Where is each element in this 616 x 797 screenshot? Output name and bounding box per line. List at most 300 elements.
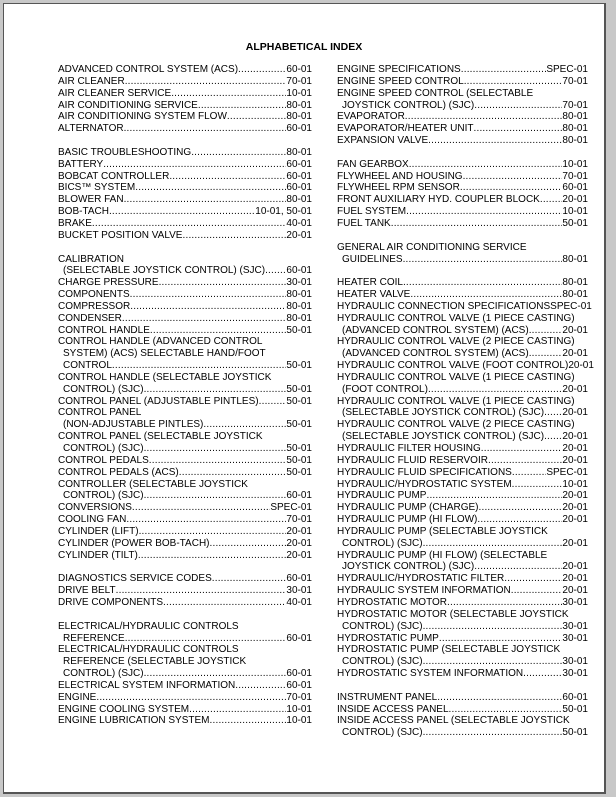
index-entry[interactable] bbox=[337, 396, 588, 420]
page-reference[interactable]: 10-01 bbox=[286, 703, 312, 715]
index-entry[interactable] bbox=[58, 502, 312, 514]
index-entry-line bbox=[337, 218, 588, 230]
dot-leader bbox=[130, 289, 287, 301]
index-entry[interactable] bbox=[58, 407, 312, 431]
index-entry[interactable] bbox=[58, 100, 312, 112]
index-entry-text: CONTROL HANDLE (ADVANCED CONTROL bbox=[58, 336, 263, 348]
index-entry-line bbox=[337, 254, 588, 266]
page-reference[interactable]: 20-01 bbox=[562, 537, 588, 549]
index-entry-text: (ADVANCED CONTROL SYSTEM) (ACS) bbox=[342, 324, 529, 336]
page-reference[interactable]: 60-01 bbox=[562, 182, 588, 194]
index-entry[interactable] bbox=[58, 372, 312, 396]
index-entry[interactable] bbox=[337, 419, 588, 443]
page-reference[interactable]: 20-01 bbox=[562, 514, 588, 526]
index-entry-line bbox=[337, 692, 588, 704]
dot-leader bbox=[189, 704, 286, 716]
index-entry-text: JOYSTICK CONTROL) (SJC) bbox=[342, 561, 475, 573]
page-reference[interactable]: 50-01 bbox=[562, 217, 588, 229]
index-entry-text: HYDRAULIC PUMP (CHARGE) bbox=[337, 502, 479, 514]
index-entry-line bbox=[58, 265, 312, 277]
index-entry[interactable] bbox=[337, 715, 588, 739]
index-entry[interactable] bbox=[58, 514, 312, 526]
index-group bbox=[337, 159, 588, 230]
dot-leader bbox=[112, 360, 287, 372]
index-entry-line bbox=[337, 88, 588, 100]
page-reference[interactable]: 80-01 bbox=[562, 123, 588, 135]
index-entry[interactable] bbox=[58, 111, 312, 123]
page-reference[interactable]: 50-01 bbox=[286, 466, 312, 478]
index-entry[interactable] bbox=[58, 573, 312, 585]
page-reference[interactable]: 20-01 bbox=[562, 490, 588, 502]
index-entry-text: FAN GEARBOX bbox=[337, 158, 409, 170]
page-reference[interactable]: 20-01 bbox=[286, 537, 312, 549]
index-entry[interactable] bbox=[58, 194, 312, 206]
index-entry-text: CONTROL PANEL bbox=[58, 407, 142, 419]
index-entry-text: BASIC TROUBLESHOOTING bbox=[58, 146, 192, 158]
index-entry[interactable] bbox=[58, 218, 312, 230]
index-entry[interactable] bbox=[337, 277, 588, 289]
page-reference[interactable]: 60-01 bbox=[286, 573, 312, 585]
index-entry[interactable] bbox=[337, 668, 588, 680]
dot-leader bbox=[169, 171, 286, 183]
page-reference[interactable]: SPEC-01 bbox=[270, 502, 312, 514]
index-entry-line bbox=[58, 277, 312, 289]
dot-leader bbox=[423, 727, 563, 739]
page-reference[interactable]: 20-01 bbox=[562, 585, 588, 597]
page-reference[interactable]: SPEC-01 bbox=[550, 300, 592, 312]
page-reference[interactable]: 60-01 bbox=[286, 679, 312, 691]
index-entry-text: REFERENCE (SELECTABLE JOYSTICK bbox=[63, 656, 247, 668]
index-entry[interactable] bbox=[58, 538, 312, 550]
dot-leader bbox=[144, 668, 287, 680]
page-reference[interactable]: 20-01 bbox=[562, 573, 588, 585]
index-entry-text: ENGINE LUBRICATION SYSTEM bbox=[58, 715, 210, 727]
page-reference[interactable]: 20-01 bbox=[286, 525, 312, 537]
index-entry-text: HYDROSTATIC PUMP bbox=[337, 632, 439, 644]
index-entry[interactable] bbox=[337, 336, 588, 360]
page-reference[interactable]: 60-01 bbox=[286, 123, 312, 135]
index-entry[interactable] bbox=[58, 206, 312, 218]
page-reference[interactable]: 50-01 bbox=[562, 703, 588, 715]
page-reference[interactable]: 20-01 bbox=[568, 360, 594, 372]
index-entry-line bbox=[58, 218, 312, 230]
index-entry-line bbox=[58, 514, 312, 526]
index-entry[interactable] bbox=[337, 467, 588, 479]
page-reference[interactable]: 60-01 bbox=[286, 158, 312, 170]
index-entry-text: EVAPORATOR/HEATER UNIT bbox=[337, 123, 474, 135]
dot-leader bbox=[116, 585, 287, 597]
index-entry[interactable] bbox=[337, 490, 588, 502]
index-entry-line bbox=[337, 384, 588, 396]
index-entry-line bbox=[58, 111, 312, 123]
page-reference[interactable]: 50-01 bbox=[286, 324, 312, 336]
page-reference[interactable]: 80-01 bbox=[286, 111, 312, 123]
index-entry-text: (SELECTABLE JOYSTICK CONTROL) (SJC) bbox=[342, 407, 545, 419]
index-entry-line bbox=[58, 692, 312, 704]
page-reference[interactable]: 20-01 bbox=[562, 443, 588, 454]
index-entry-line bbox=[337, 171, 588, 183]
index-group bbox=[58, 573, 312, 609]
page-reference[interactable]: 30-01 bbox=[286, 277, 312, 289]
index-entry[interactable] bbox=[337, 313, 588, 337]
index-entry-text: AIR CONDITIONING SYSTEM FLOW bbox=[58, 111, 227, 123]
index-entry-text: CONVERSIONS bbox=[58, 502, 132, 514]
index-entry-line bbox=[337, 550, 588, 562]
index-entry-line bbox=[58, 396, 312, 408]
page-reference[interactable]: 80-01 bbox=[562, 253, 588, 265]
page-reference[interactable]: 80-01 bbox=[286, 99, 312, 111]
index-group bbox=[58, 621, 312, 728]
index-entry[interactable] bbox=[337, 88, 588, 112]
index-entry-line bbox=[337, 64, 588, 76]
index-entry-line bbox=[337, 467, 588, 479]
index-entry-text: FRONT AUXILIARY HYD. COUPLER BLOCK bbox=[337, 194, 540, 206]
page-reference[interactable]: 10-01, 50-01 bbox=[255, 206, 312, 218]
page-reference[interactable]: 40-01 bbox=[286, 596, 312, 608]
page-reference[interactable]: 80-01 bbox=[286, 289, 312, 301]
dot-leader bbox=[132, 502, 270, 514]
index-entry[interactable] bbox=[337, 300, 592, 313]
page-reference[interactable]: 30-01 bbox=[286, 585, 312, 597]
index-entry-line bbox=[337, 573, 588, 585]
index-entry-text: HYDROSTATIC MOTOR bbox=[337, 596, 447, 608]
index-entry[interactable] bbox=[337, 550, 588, 574]
page-reference[interactable]: 20-01 bbox=[562, 324, 588, 336]
page-reference[interactable]: 20-01 bbox=[562, 502, 588, 514]
page-reference[interactable]: 60-01 bbox=[286, 265, 312, 277]
index-entry[interactable] bbox=[337, 242, 588, 266]
dot-leader bbox=[529, 325, 563, 337]
index-entry-text: CONTROL) (SJC) bbox=[63, 383, 144, 395]
index-entry-text: (NON-ADJUSTABLE PINTLES) bbox=[63, 419, 204, 431]
index-entry[interactable] bbox=[58, 182, 312, 194]
page-reference[interactable]: 30-01 bbox=[562, 596, 588, 608]
index-entry[interactable] bbox=[58, 704, 312, 716]
page-reference[interactable]: 10-01 bbox=[286, 87, 312, 99]
page-reference[interactable]: 70-01 bbox=[562, 99, 588, 111]
page-reference[interactable]: 10-01 bbox=[562, 206, 588, 218]
index-entry[interactable] bbox=[58, 597, 312, 609]
page-reference[interactable]: 70-01 bbox=[562, 170, 588, 182]
index-entry[interactable] bbox=[58, 621, 312, 645]
index-entry[interactable] bbox=[337, 514, 588, 526]
index-entry-text: FUEL TANK bbox=[337, 217, 391, 229]
page-reference[interactable]: 50-01 bbox=[286, 395, 312, 407]
index-entry[interactable] bbox=[337, 455, 588, 467]
index-entry-line bbox=[337, 277, 588, 289]
index-entry-text: CONTROL PANEL (ADJUSTABLE PINTLES) bbox=[58, 395, 259, 407]
index-entry-line bbox=[337, 123, 588, 135]
index-entry-line bbox=[337, 490, 588, 502]
index-entry-line bbox=[337, 360, 594, 372]
index-entry-line bbox=[337, 325, 588, 337]
index-entry-line bbox=[58, 313, 312, 325]
index-entry-text: COMPRESSOR bbox=[58, 300, 131, 312]
page-reference[interactable]: 50-01 bbox=[286, 383, 312, 395]
index-entry-text: CONTROL PEDALS bbox=[58, 454, 149, 466]
dot-leader bbox=[391, 218, 563, 230]
page-reference[interactable]: 10-01 bbox=[286, 715, 312, 727]
index-entry[interactable] bbox=[58, 147, 312, 159]
page-reference[interactable]: 20-01 bbox=[562, 407, 588, 419]
page-reference[interactable]: 70-01 bbox=[286, 514, 312, 526]
page-reference[interactable]: 80-01 bbox=[562, 135, 588, 147]
dot-leader bbox=[125, 76, 287, 88]
index-entry[interactable] bbox=[337, 194, 588, 206]
index-entry-text: FLYWHEEL RPM SENSOR bbox=[337, 182, 460, 194]
index-entry[interactable] bbox=[58, 289, 312, 301]
index-entry[interactable] bbox=[58, 171, 312, 183]
index-entry-text: CONTROL bbox=[63, 360, 112, 372]
index-entry[interactable] bbox=[337, 573, 588, 585]
index-entry[interactable] bbox=[337, 443, 588, 455]
dot-leader bbox=[461, 64, 547, 76]
index-entry[interactable] bbox=[337, 479, 588, 491]
index-entry-line bbox=[337, 585, 588, 597]
index-entry-line bbox=[58, 455, 312, 467]
index-entry-text: (FOOT CONTROL) bbox=[342, 383, 428, 395]
index-entry-line bbox=[337, 715, 588, 727]
index-entry-text: HYDRAULIC/HYDROSTATIC SYSTEM bbox=[337, 478, 512, 490]
page-reference[interactable]: 60-01 bbox=[286, 490, 312, 502]
page-reference[interactable]: 70-01 bbox=[286, 75, 312, 87]
index-entry-line bbox=[337, 609, 588, 621]
index-entry-text: HYDROSTATIC MOTOR (SELECTABLE JOYSTICK bbox=[337, 608, 569, 620]
index-entry[interactable] bbox=[337, 76, 588, 88]
index-entry[interactable] bbox=[337, 526, 588, 550]
index-entry[interactable] bbox=[337, 585, 588, 597]
index-entry[interactable] bbox=[337, 372, 588, 396]
page-reference[interactable]: 80-01 bbox=[286, 312, 312, 324]
index-entry-text: HYDRAULIC CONTROL VALVE (1 PIECE CASTING) bbox=[337, 395, 575, 407]
index-entry[interactable] bbox=[58, 277, 312, 289]
index-entry[interactable] bbox=[58, 396, 312, 408]
index-entry-text: CALIBRATION bbox=[58, 253, 124, 265]
index-entry[interactable] bbox=[337, 171, 588, 183]
index-group bbox=[337, 64, 588, 147]
index-entry[interactable] bbox=[58, 313, 312, 325]
index-entry-line bbox=[58, 194, 312, 206]
index-entry-text: AIR CLEANER SERVICE bbox=[58, 87, 172, 99]
index-entry[interactable] bbox=[337, 135, 588, 147]
index-entry[interactable] bbox=[337, 123, 588, 135]
page-reference[interactable]: 10-01 bbox=[562, 158, 588, 170]
dot-leader bbox=[512, 467, 546, 479]
page-reference[interactable]: 60-01 bbox=[562, 691, 588, 703]
dot-leader bbox=[138, 550, 287, 562]
index-entry[interactable] bbox=[58, 254, 312, 278]
index-entry-text: HYDROSTATIC SYSTEM INFORMATION bbox=[337, 668, 524, 680]
page-reference[interactable]: 60-01 bbox=[286, 668, 312, 680]
index-entry[interactable] bbox=[58, 585, 312, 597]
index-entry[interactable] bbox=[58, 230, 312, 242]
index-entry-line bbox=[337, 668, 588, 680]
page-reference[interactable]: 30-01 bbox=[562, 632, 588, 644]
index-entry[interactable] bbox=[337, 704, 588, 716]
index-entry-line bbox=[58, 372, 312, 384]
page-reference[interactable]: 50-01 bbox=[562, 727, 588, 739]
index-entry-line bbox=[337, 242, 588, 254]
page-reference[interactable]: 10-01 bbox=[562, 478, 588, 490]
index-entry-line bbox=[58, 680, 312, 692]
page-reference[interactable]: SPEC-01 bbox=[546, 64, 588, 75]
index-entry-text: ENGINE SPECIFICATIONS bbox=[337, 64, 461, 75]
page-reference[interactable]: 20-01 bbox=[562, 454, 588, 466]
index-entry[interactable] bbox=[337, 609, 588, 633]
index-entry[interactable] bbox=[58, 88, 312, 100]
index-entry[interactable] bbox=[337, 64, 588, 76]
page-reference[interactable]: 60-01 bbox=[286, 64, 312, 75]
page-reference[interactable]: 50-01 bbox=[286, 454, 312, 466]
dot-leader bbox=[529, 348, 563, 360]
dot-leader bbox=[544, 431, 562, 443]
index-entry-text: INSIDE ACCESS PANEL (SELECTABLE JOYSTICK bbox=[337, 715, 570, 727]
index-entry[interactable] bbox=[58, 644, 312, 680]
page-reference[interactable]: 70-01 bbox=[562, 75, 588, 87]
page-reference[interactable]: 20-01 bbox=[562, 194, 588, 206]
dot-leader bbox=[144, 443, 287, 455]
index-entry[interactable] bbox=[337, 644, 588, 668]
page-reference[interactable]: 20-01 bbox=[562, 431, 588, 443]
index-entry[interactable] bbox=[58, 692, 312, 704]
index-entry[interactable] bbox=[337, 206, 588, 218]
page-reference[interactable]: 50-01 bbox=[286, 443, 312, 454]
index-entry[interactable] bbox=[337, 360, 594, 372]
index-entry-line bbox=[337, 159, 588, 171]
index-entry-line bbox=[58, 206, 312, 218]
index-entry[interactable] bbox=[58, 526, 312, 538]
index-entry-text: ADVANCED CONTROL SYSTEM (ACS) bbox=[58, 64, 239, 75]
index-entry[interactable] bbox=[337, 111, 588, 123]
page-reference[interactable]: 80-01 bbox=[286, 300, 312, 312]
index-entry-line bbox=[337, 76, 588, 88]
index-entry[interactable] bbox=[337, 597, 588, 609]
page-reference[interactable]: 50-01 bbox=[286, 419, 312, 431]
index-entry-text: INSTRUMENT PANEL bbox=[337, 691, 438, 703]
index-entry-text: CONDENSER bbox=[58, 312, 122, 324]
index-entry-line bbox=[337, 538, 588, 550]
index-group bbox=[337, 242, 588, 266]
index-entry[interactable] bbox=[58, 455, 312, 467]
dot-leader bbox=[124, 194, 287, 206]
index-entry-text: JOYSTICK CONTROL) (SJC) bbox=[342, 99, 475, 111]
index-entry-line bbox=[58, 550, 312, 562]
page-reference[interactable]: 20-01 bbox=[562, 561, 588, 573]
page-reference[interactable]: 40-01 bbox=[286, 217, 312, 229]
dot-leader bbox=[479, 502, 563, 514]
dot-leader bbox=[428, 384, 562, 396]
index-entry-text: DIAGNOSTICS SERVICE CODES bbox=[58, 573, 212, 585]
page-reference[interactable]: 80-01 bbox=[562, 111, 588, 123]
index-entry-text: COMPONENTS bbox=[58, 289, 130, 301]
dot-leader bbox=[405, 111, 563, 123]
index-entry-line bbox=[337, 561, 588, 573]
index-entry[interactable] bbox=[58, 467, 312, 479]
dot-leader bbox=[439, 633, 563, 645]
index-entry[interactable] bbox=[58, 159, 312, 171]
page-reference[interactable]: 60-01 bbox=[286, 632, 312, 644]
index-entry-text: FLYWHEEL AND HOUSING bbox=[337, 170, 463, 182]
index-entry[interactable] bbox=[337, 502, 588, 514]
index-entry[interactable] bbox=[58, 715, 312, 727]
page-reference[interactable]: SPEC-01 bbox=[546, 466, 588, 478]
index-entry[interactable] bbox=[58, 336, 312, 372]
index-entry-text: HYDRAULIC CONTROL VALVE (2 PIECE CASTING) bbox=[337, 419, 575, 431]
index-entry-text: HEATER COIL bbox=[337, 277, 403, 289]
index-entry[interactable] bbox=[337, 692, 588, 704]
index-entry-line bbox=[58, 704, 312, 716]
index-entry[interactable] bbox=[58, 325, 312, 337]
index-entry-line bbox=[337, 348, 588, 360]
index-entry[interactable] bbox=[337, 633, 588, 645]
dot-leader bbox=[463, 171, 563, 183]
index-entry[interactable] bbox=[58, 550, 312, 562]
index-entry[interactable] bbox=[58, 301, 312, 313]
page-reference[interactable]: 30-01 bbox=[562, 668, 588, 680]
index-entry[interactable] bbox=[337, 159, 588, 171]
index-entry[interactable] bbox=[58, 431, 312, 455]
page-reference[interactable]: 80-01 bbox=[286, 194, 312, 206]
page-reference[interactable]: 70-01 bbox=[286, 691, 312, 703]
index-entry[interactable] bbox=[58, 123, 312, 135]
page-reference[interactable]: 30-01 bbox=[562, 620, 588, 632]
page-reference[interactable]: 80-01 bbox=[562, 289, 588, 301]
index-entry[interactable] bbox=[58, 76, 312, 88]
index-entry[interactable] bbox=[337, 289, 588, 301]
index-entry-text: CONTROL HANDLE (SELECTABLE JOYSTICK bbox=[58, 371, 272, 383]
index-entry-line bbox=[58, 419, 312, 431]
index-entry[interactable] bbox=[58, 680, 312, 692]
dot-leader bbox=[126, 514, 286, 526]
page-reference[interactable]: 20-01 bbox=[562, 348, 588, 360]
page-reference[interactable]: 20-01 bbox=[562, 383, 588, 395]
dot-leader bbox=[265, 265, 286, 277]
dot-leader bbox=[447, 597, 562, 609]
index-entry-text: CONTROL) (SJC) bbox=[342, 620, 423, 632]
index-entry-text: ENGINE bbox=[58, 691, 97, 703]
index-entry-line bbox=[58, 64, 312, 76]
index-entry[interactable] bbox=[337, 218, 588, 230]
index-entry-line bbox=[58, 668, 312, 680]
index-entry[interactable] bbox=[58, 479, 312, 503]
dot-leader bbox=[474, 123, 563, 135]
index-entry-line bbox=[58, 289, 312, 301]
page-reference[interactable]: 30-01 bbox=[562, 656, 588, 668]
page-reference[interactable]: 20-01 bbox=[286, 549, 312, 561]
page-reference[interactable]: 60-01 bbox=[286, 170, 312, 182]
page-reference[interactable]: 20-01 bbox=[286, 229, 312, 241]
index-entry-text: ENGINE COOLING SYSTEM bbox=[58, 703, 190, 715]
index-entry-line bbox=[337, 135, 588, 147]
index-entry-text: HYDRAULIC FLUID SPECIFICATIONS bbox=[337, 466, 512, 478]
dot-leader bbox=[259, 396, 287, 408]
dot-leader bbox=[423, 656, 563, 668]
index-entry-line bbox=[58, 360, 312, 372]
dot-leader bbox=[403, 254, 563, 266]
page-reference[interactable]: 60-01 bbox=[286, 182, 312, 194]
dot-leader bbox=[135, 182, 286, 194]
dot-leader bbox=[171, 88, 286, 100]
index-entry[interactable] bbox=[337, 182, 588, 194]
page-reference[interactable]: 50-01 bbox=[286, 360, 312, 372]
index-entry-line bbox=[58, 644, 312, 656]
dot-leader bbox=[227, 111, 287, 123]
page-reference[interactable]: 80-01 bbox=[286, 146, 312, 158]
index-entry-line bbox=[337, 526, 588, 538]
page-reference[interactable]: 80-01 bbox=[562, 277, 588, 289]
index-entry[interactable] bbox=[58, 64, 312, 76]
index-entry-line bbox=[337, 100, 588, 112]
